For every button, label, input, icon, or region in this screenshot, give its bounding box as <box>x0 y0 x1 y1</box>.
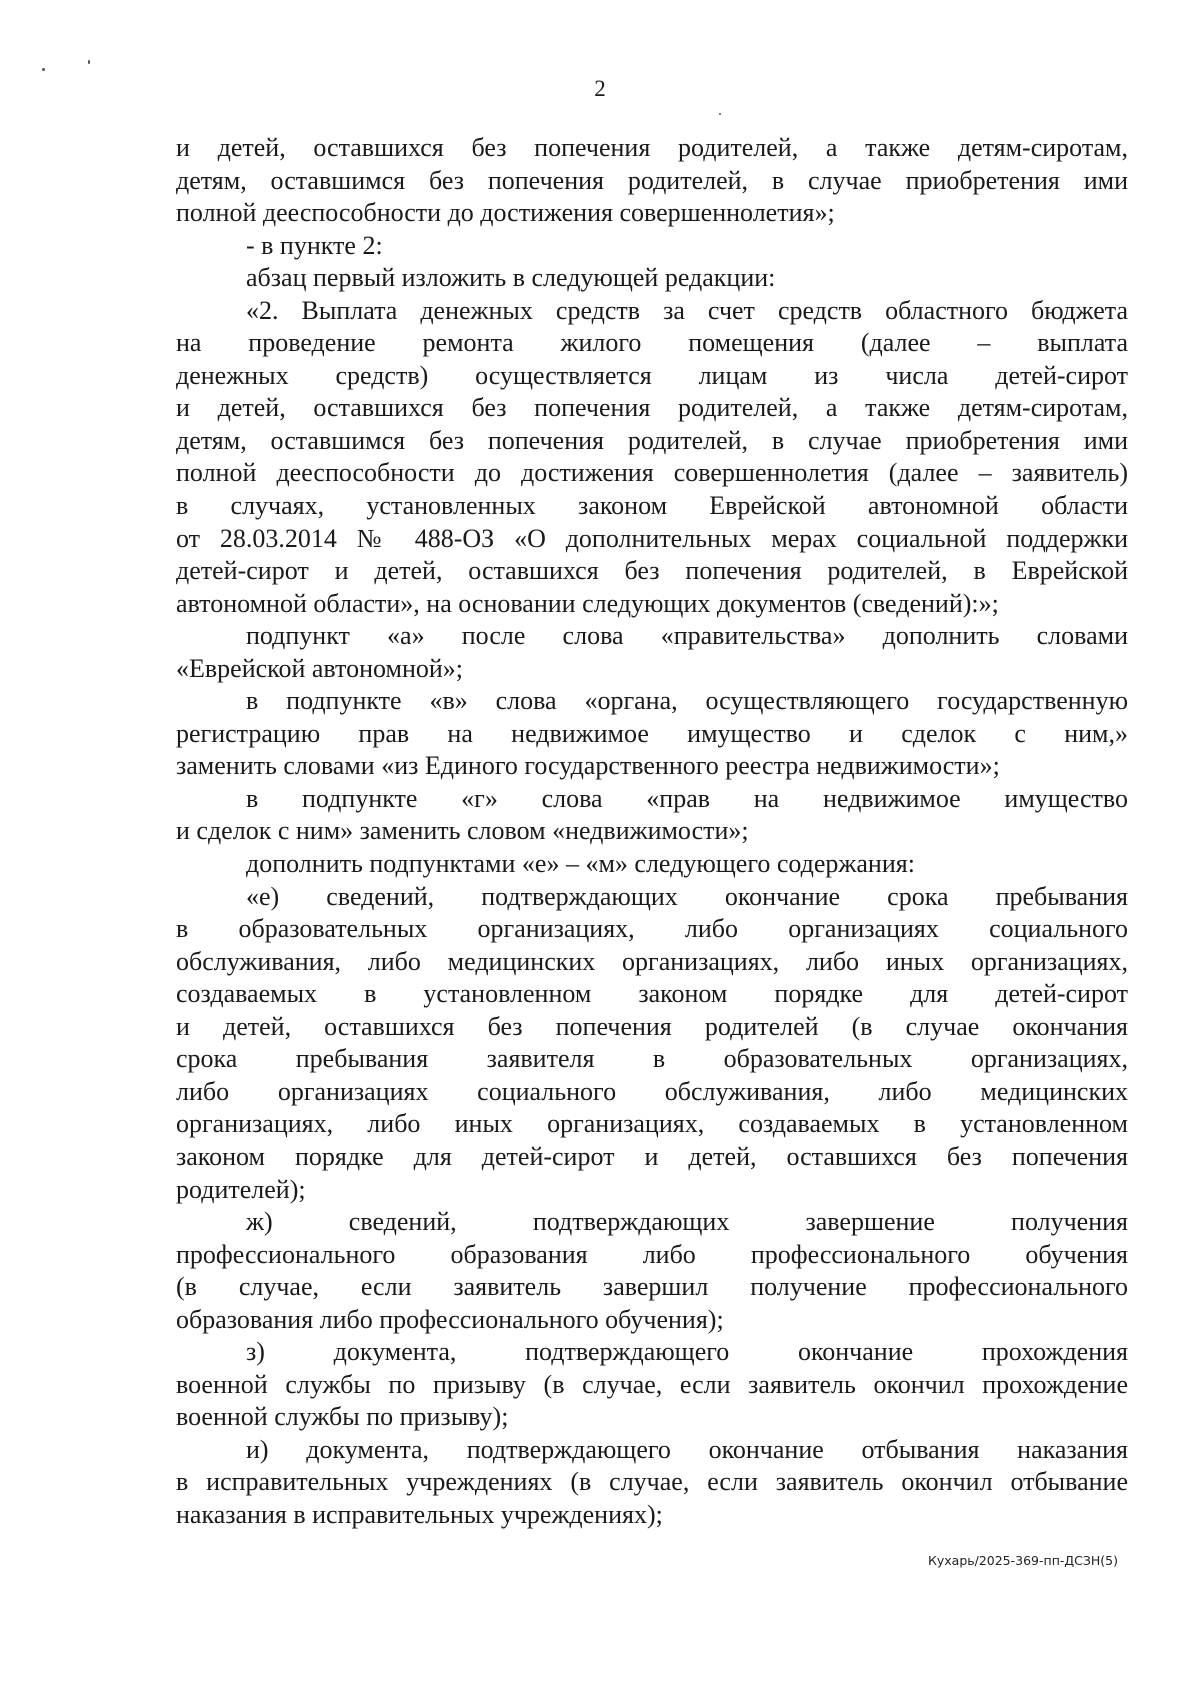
text-line: абзац первый изложить в следующей редакции: <box>246 263 776 293</box>
text-line: и сделок с ним» заменить словом «недвижимости»; <box>176 816 749 846</box>
text-line: «2. Выплата денежных средств за счет средств областного бюджета <box>246 295 1128 325</box>
text-line: и) документа, подтверждающего окончание отбывания наказания <box>246 1434 1128 1464</box>
text-line: организациях, либо иных организациях, создаваемых в установленном <box>176 1109 1128 1139</box>
text-line: - в пункте 2: <box>246 230 383 260</box>
text-line: обслуживания, либо медицинских организациях, либо иных организациях, <box>176 946 1128 976</box>
scan-speck <box>42 68 45 71</box>
document-reference-code: Кухарь/2025-369-пп-ДСЗН(5) <box>927 1553 1118 1568</box>
text-line: законом порядке для детей-сирот и детей, оставшихся без попечения <box>176 1141 1128 1171</box>
text-line: и детей, оставшихся без попечения родителей, а также детям-сиротам, <box>176 393 1128 423</box>
text-line: заменить словами «из Единого государственного реестра недвижимости»; <box>176 751 1000 781</box>
page-number: 2 <box>594 76 606 101</box>
text-line: в подпункте «г» слова «прав на недвижимое имущество <box>246 783 1128 813</box>
text-line: детей-сирот и детей, оставшихся без попечения родителей, в Еврейской <box>176 556 1128 586</box>
text-line: в подпункте «в» слова «органа, осуществляющего государственную <box>246 686 1128 716</box>
text-line: срока пребывания заявителя в образовательных организациях, <box>176 1044 1128 1074</box>
text-line: военной службы по призыву); <box>176 1402 509 1432</box>
text-line: в случаях, установленных законом Еврейской автономной области <box>176 491 1128 521</box>
text-line: автономной области», на основании следующих документов (сведений):»; <box>176 588 999 618</box>
text-line: наказания в исправительных учреждениях); <box>176 1499 663 1529</box>
text-line: на проведение ремонта жилого помещения (далее – выплата <box>176 328 1128 358</box>
text-line: создаваемых в установленном законом порядке для детей-сирот <box>176 979 1128 1009</box>
text-line: профессионального образования либо профессионального обучения <box>176 1239 1128 1269</box>
text-line: регистрацию прав на недвижимое имущество и сделок с ним,» <box>176 718 1128 748</box>
text-line: денежных средств) осуществляется лицам из числа детей-сирот <box>176 360 1128 390</box>
text-line: «Еврейской автономной»; <box>176 653 463 683</box>
text-line: и детей, оставшихся без попечения родителей (в случае окончания <box>176 1011 1128 1041</box>
text-line: детям, оставшимся без попечения родителей, в случае приобретения ими <box>176 165 1128 195</box>
scan-speck <box>88 60 90 64</box>
text-line: родителей); <box>176 1174 306 1204</box>
text-line: военной службы по призыву (в случае, если заявитель окончил прохождение <box>176 1369 1128 1399</box>
text-line: в образовательных организациях, либо организациях социального <box>176 914 1128 944</box>
text-line: полной дееспособности до достижения совершеннолетия»; <box>176 198 835 228</box>
text-line: подпункт «а» после слова «правительства» дополнить словами <box>246 621 1128 651</box>
text-line: з) документа, подтверждающего окончание прохождения <box>246 1337 1128 1367</box>
scan-speck <box>719 113 721 115</box>
text-line: (в случае, если заявитель завершил получение профессионального <box>176 1272 1128 1302</box>
text-line: в исправительных учреждениях (в случае, если заявитель окончил отбывание <box>176 1467 1128 1497</box>
text-line: полной дееспособности до достижения совершеннолетия (далее – заявитель) <box>176 458 1128 488</box>
text-line: и детей, оставшихся без попечения родителей, а также детям-сиротам, <box>176 133 1128 162</box>
text-line: дополнить подпунктами «е» – «м» следующего содержания: <box>246 849 915 879</box>
text-line: от 28.03.2014 № 488-ОЗ «О дополнительных мерах социальной поддержки <box>176 523 1128 553</box>
text-line: либо организациях социального обслуживания, либо медицинских <box>176 1076 1128 1106</box>
document-body <box>176 132 1128 1532</box>
text-line: ж) сведений, подтверждающих завершение получения <box>246 1207 1128 1237</box>
text-line: образования либо профессионального обучения); <box>176 1304 724 1334</box>
text-line: детям, оставшимся без попечения родителей, в случае приобретения ими <box>176 425 1128 455</box>
text-line: «е) сведений, подтверждающих окончание срока пребывания <box>246 881 1128 911</box>
